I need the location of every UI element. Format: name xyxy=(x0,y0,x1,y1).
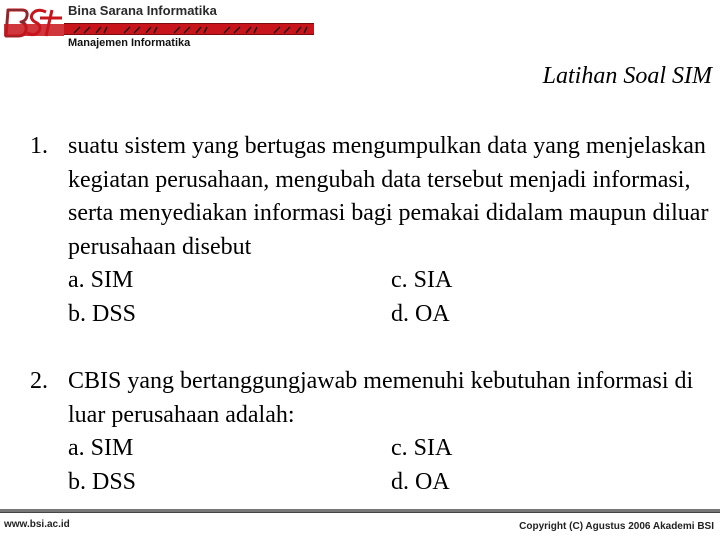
brand-subtitle: Manajemen Informatika xyxy=(68,37,191,49)
option-b: b. DSS xyxy=(68,468,137,495)
option-d: d. OA xyxy=(391,468,450,495)
option-row xyxy=(68,466,720,500)
option-a: a. SIM xyxy=(68,435,134,462)
option-b: b. DSS xyxy=(68,300,137,327)
bsi-logo-icon xyxy=(2,4,64,48)
question-text: CBIS yang bertanggungjawab memenuhi kebutuhan informasi di luar perusahaan adalah: xyxy=(68,368,694,428)
question-number: 2. xyxy=(30,368,48,394)
footer-website: www.bsi.ac.id xyxy=(4,519,70,530)
option-a: a. SIM xyxy=(68,267,134,294)
footer-divider xyxy=(0,509,720,513)
brand-stripe xyxy=(64,23,314,35)
option-d: d. OA xyxy=(391,300,450,327)
brand-title: Bina Sarana Informatika xyxy=(68,3,217,18)
option-row xyxy=(68,264,720,298)
slide-title: Latihan Soal SIM xyxy=(542,63,712,89)
option-c: c. SIA xyxy=(391,435,453,462)
question-1 xyxy=(30,130,720,332)
question-text: suatu sistem yang bertugas mengumpulkan data yang menjelaskan kegiatan perusahaan, mengubah data tersebut menjadi informasi, serta menyediakan informasi bagi pemakai didalam maupun diluar perusahaan disebut xyxy=(68,133,709,260)
footer-copyright: Copyright (C) Agustus 2006 Akademi BSI xyxy=(519,521,714,532)
option-row xyxy=(68,432,720,466)
question-number: 1. xyxy=(30,133,48,159)
option-c: c. SIA xyxy=(391,267,453,294)
option-row xyxy=(68,298,720,332)
question-2 xyxy=(30,365,720,499)
